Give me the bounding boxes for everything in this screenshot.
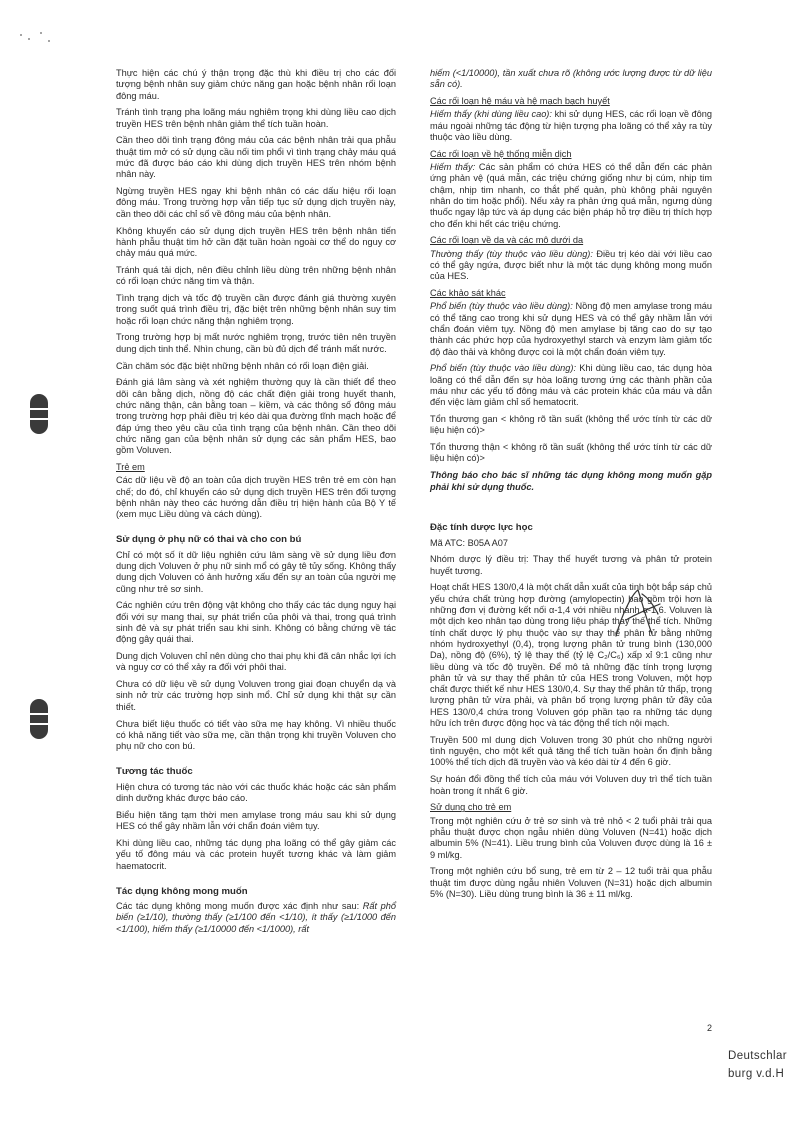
body-text: khi sử dụng HES, các rối loạn về đông máu ngoài những tác động từ hiện tượng pha loãng có thể xảy ra tùy thuộc vào liều dùng. — [430, 109, 712, 142]
binder-hole-bottom — [30, 699, 48, 739]
paragraph: Trong trường hợp bị mất nước nghiêm trọng, trước tiên nên truyền dung dịch tinh thể. Nhìn chung, cần bù đủ dịch để tránh mất nước. — [116, 332, 396, 354]
subheading-children: Trẻ em — [116, 461, 145, 472]
body-text: Điều trị kéo dài với liều cao có thể gây ngứa, được biết như là một tác dụng không mong muốn của HES. — [430, 248, 712, 282]
subheading-blood: Các rối loạn hệ máu và hệ mạch bạch huyết — [430, 96, 610, 107]
cut-off-address-line: burg v.d.H — [728, 1068, 785, 1080]
paragraph: Tình trạng dịch và tốc độ truyền cần được đánh giá thường xuyên trong suốt quá trình điều trị, đặc biệt trên những bệnh nhân suy tim hoặc rối loạn chức năng thận nghiêm trọng. — [116, 293, 396, 326]
paragraph: Dung dịch Voluven chỉ nên dùng cho thai phụ khi đã cân nhắc lợi ích và nguy cơ có thể xảy ra đối với phôi thai. — [116, 651, 396, 673]
body-text: Các sản phẩm có chứa HES có thể dẫn đến các phản ứng phản vệ (quá mẫn, các triệu chứng giống như bị cúm, nhịp tim chậm, nhịp tim nhanh, co thắt phế quản, phù không phải nguyên nhân do tim hoặc phổi). Nếu xảy ra phản ứng quá mẫn, ngưng dùng thuốc ngay lập tức và áp dụng các biện pháp hỗ trợ điều trị thích hợp cho đến khi hết các triệu chứng. — [430, 162, 712, 229]
paragraph: Chưa biết liệu thuốc có tiết vào sữa mẹ hay không. Vì nhiều thuốc có khả năng tiết vào sữa mẹ, cần thận trọng khi truyền Voluven cho phụ nữ cho con bú. — [116, 718, 396, 752]
paragraph: Trong một nghiên cứu ở trẻ sơ sinh và trẻ nhỏ < 2 tuổi phải trải qua phẫu thuật được chọn ngẫu nhiên dùng Voluven (N=41) hoặc dịch albumin 5% (N=41). Liều trung bình của Voluven được dùng là 16 ± 9 ml/kg. — [430, 815, 712, 860]
paragraph: Chưa có dữ liệu về sử dụng Voluven trong giai đoạn chuyển dạ và sinh nở trừ các trường hợp sinh mổ. Chỉ sử dụng khi thật sự cần thiết. — [116, 679, 396, 712]
paragraph: Không khuyến cáo sử dụng dịch truyền HES trên bệnh nhân tiến hành phẫu thuật tim hở cần đặt tuần hoàn ngoài cơ thể do nguy cơ chảy máu quá mức. — [116, 225, 396, 259]
paragraph — [430, 249, 712, 283]
frequency-definitions: Rất phổ biến (≥1/10), thường thấy (≥1/100 đến <1/10), ít thấy (≥1/1000 đến <1/100), hiếm thấy (≥1/10000 đến <1/1000), rất — [116, 901, 396, 934]
cut-off-address-line: Deutschlar — [728, 1050, 787, 1062]
subheading-paediatric: Sử dụng cho trẻ em — [430, 802, 512, 813]
paragraph: Hoạt chất HES 130/0,4 là một chất dẫn xuất của tinh bột bắp sáp chủ yếu chứa chất trùng hợp đường (amylopectin) bao gồm trội hơn là những đơn vị đường kết nối α-1,4 với nhiều nhánh α-1,6. Voluven là một dịch keo nhân tạo dùng trong liệu pháp thay thế thể tích. Những tính chất dược lý phụ thuộc vào sự thay thế phân tử bằng những nhóm hydroxyethyl (0,4), trọng lượng phân tử trung bình (130,000 Da), nồng độ (6%), tỷ lệ thay thế (tỷ lệ C₂/C₆) xấp xỉ 9:1 cũng như liều dùng và tốc độ truyền. Để mô tả những đặc tính trọng lượng phân tử và sự thay thế phân tử của HES trong Voluven, một hợp chất được thiết kế như HES 130/0,4. Sự thay thế phân tử thấp, trọng lượng phân tử vừa phải, và phân bố trọng lượng phân tử đầy của HES 130/0,4 chứa trong Voluven góp phần tạo ra những tác dụng hữu ích trên được động học và tác động thể tích nội mạch. — [430, 582, 712, 729]
paragraph: Thực hiện các chú ý thận trọng đặc thù khi điều trị cho các đối tượng bệnh nhân suy giảm chức năng gan hoặc bệnh nhân rối loạn đông máu. — [116, 68, 396, 101]
atc-code: Mã ATC: B05A A07 — [430, 537, 508, 548]
heading-pharmacodynamics: Đặc tính dược lực học — [430, 522, 533, 534]
frequency-label: Phổ biến (tùy thuộc vào liều dùng): — [430, 301, 573, 312]
body-text: Khi dùng liều cao, tác dụng hòa loãng có thể dẫn đến sự hòa loãng tương ứng các thành phần của máu như các yếu tố đông máu và các protein khác của máu và dẫn đến việc làm giảm chỉ số hematocrit. — [430, 363, 712, 408]
paragraph: Tổn thương gan < không rõ tần suất (không thể ước tính từ các dữ liệu hiện có)> — [430, 414, 712, 436]
page-number: 2 — [707, 1023, 713, 1033]
paragraph: Tổn thương thận < không rõ tần suất (không thể ước tính từ các dữ liệu hiện có)> — [430, 442, 712, 464]
paragraph: Đánh giá lâm sàng và xét nghiệm thường quy là cần thiết để theo dõi cân bằng dịch, nồng độ các chất điện giải trong huyết thanh, chức năng thận, cân bằng toan – kiềm, và các thông số đông máu trong trường hợp phải điều trị kéo dài qua đường tĩnh mạch hoặc để đáp ứng theo yêu cầu của tình trạng của bệnh nhân. Cần theo dõi chức năng gan của bệnh nhân sử dụng các sản phẩm HES, bao gồm Voluven. — [116, 377, 396, 456]
page-edge-smudge — [18, 28, 58, 42]
frequency-label: Phổ biến (tùy thuộc vào liều dùng): — [430, 363, 577, 374]
paragraph: Nhóm dược lý điều trị: Thay thế huyết tương và phân tử protein huyết tương. — [430, 554, 712, 576]
subheading-investigations: Các khảo sát khác — [430, 288, 506, 299]
paragraph — [116, 901, 396, 935]
paragraph: Cần theo dõi tình trạng đông máu của các bệnh nhân trải qua phẫu thuật tim mở có sử dụng cầu nối tim phổi vì tình trạng chảy máu quá mức đã được báo cáo khi dùng dịch truyền HES trên nhóm bệnh nhân này. — [116, 135, 396, 180]
paragraph: Cần chăm sóc đặc biệt những bệnh nhân có rối loạn điện giải. — [116, 360, 369, 371]
paragraph: Khi dùng liều cao, những tác dụng pha loãng có thể gây giảm các yếu tố đông máu và các protein huyết tương khác và làm giảm haematocrit. — [116, 837, 396, 871]
body-text: Nồng độ men amylase trong máu có thể tăng cao trong khi sử dụng HES và có thể gây nhầm lẫn với chẩn đoán viêm tụy. Nồng độ men amylase bị tăng cao do sự tạo thành các phức hợp của hydroxyethyl starch và enzym làm giảm tốc độ đào thải và không được coi là một chẩn đoán viêm tụy. — [430, 301, 712, 357]
frequency-label: Thường thấy (tùy thuộc vào liều dùng): — [430, 248, 593, 259]
heading-pregnancy: Sử dụng ở phụ nữ có thai và cho con bú — [116, 534, 302, 546]
paragraph: Sự hoán đổi đồng thể tích của máu với Voluven duy trì thể tích tuần hoàn trong ít nhất 6 giờ. — [430, 774, 712, 796]
frequency-label: Hiếm thấy: — [430, 162, 476, 173]
paragraph: Truyền 500 ml dung dịch Voluven trong 30 phút cho những người tình nguyện, cho một kết quả tăng thể tích tuần hoàn ổn định bằng 100% thể tích dịch đã truyền vào và kéo dài từ 4 đến 6 giờ. — [430, 734, 712, 768]
heading-adverse-effects: Tác dụng không mong muốn — [116, 885, 248, 897]
paragraph: Trong một nghiên cứu bổ sung, trẻ em từ 2 – 12 tuổi trải qua phẫu thuật tim được dùng ngẫu nhiên Voluven (N=31) hoặc dịch albumin 5% (N=30). Liều dùng trung bình là 36 ± 11 ml/kg. — [430, 866, 712, 899]
paragraph: Chỉ có một số ít dữ liệu nghiên cứu lâm sàng về sử dụng liều đơn dung dịch Voluven ở phụ nữ sinh mổ có gây tê tủy sống. Không thấy dung dịch Voluven có ảnh hưởng xấu đến sự an toàn của người mẹ cũng như trẻ sơ sinh. — [116, 549, 396, 594]
frequency-label: Hiếm thấy (khi dùng liều cao): — [430, 109, 552, 120]
right-column — [430, 68, 712, 906]
subheading-skin: Các rối loạn về da và các mô dưới da — [430, 235, 584, 246]
adverse-intro: Các tác dụng không mong muốn được xác định như sau: — [116, 901, 363, 912]
paragraph — [430, 363, 712, 408]
paragraph: Biểu hiện tăng tạm thời men amylase trong máu sau khi sử dụng HES có thể gây nhầm lẫn với chẩn đoán viêm tụy. — [116, 809, 396, 832]
paragraph — [430, 162, 712, 230]
doctor-notice: Thông báo cho bác sĩ những tác dụng không mong muốn gặp phải khi sử dụng thuốc. — [430, 470, 712, 492]
frequency-continued: hiếm (<1/10000), tần xuất chưa rõ (không ước lượng được từ dữ liệu sẵn có). — [430, 68, 712, 90]
paragraph — [430, 109, 712, 143]
binder-hole-top — [30, 394, 48, 434]
paragraph: Tránh quá tải dịch, nên điều chỉnh liều dùng trên những bệnh nhân có rối loạn chức năng tim và thận. — [116, 264, 396, 287]
paragraph: Các nghiên cứu trên động vật không cho thấy các tác dụng nguy hại đối với sự mang thai, sự phát triển của phôi và thai, trong quá trình sinh đẻ và sự phát triển sau khi sinh. Không có bằng chứng về tác động gây quái thai. — [116, 600, 396, 645]
handwritten-mark — [608, 584, 668, 644]
paragraph: Các dữ liệu về độ an toàn của dịch truyền HES trên trẻ em còn hạn chế; do đó, chỉ khuyến cáo sử dụng dịch truyền HES trên đối tượng bệnh nhân này theo các hướng dẫn điều trị hiện hành của Bộ Y tế (xem mục Liều dùng và cách dùng). — [116, 475, 396, 520]
paragraph: Hiện chưa có tương tác nào với các thuốc khác hoặc các sản phẩm dinh dưỡng khác được báo cáo. — [116, 781, 396, 804]
paragraph — [430, 301, 712, 357]
paragraph: Ngừng truyền HES ngay khi bệnh nhân có các dấu hiệu rối loạn đông máu. Trong trường hợp vẫn tiếp tục sử dụng dịch truyền này, cần theo dõi các chỉ số về đông máu của bệnh nhân. — [116, 186, 396, 219]
heading-interactions: Tương tác thuốc — [116, 766, 193, 778]
left-column — [116, 68, 396, 941]
paragraph: Tránh tình trạng pha loãng máu nghiêm trọng khi dùng liều cao dịch truyền HES trên bệnh nhân giảm thể tích tuần hoàn. — [116, 107, 396, 129]
subheading-immune: Các rối loạn về hệ thống miễn dịch — [430, 148, 572, 159]
